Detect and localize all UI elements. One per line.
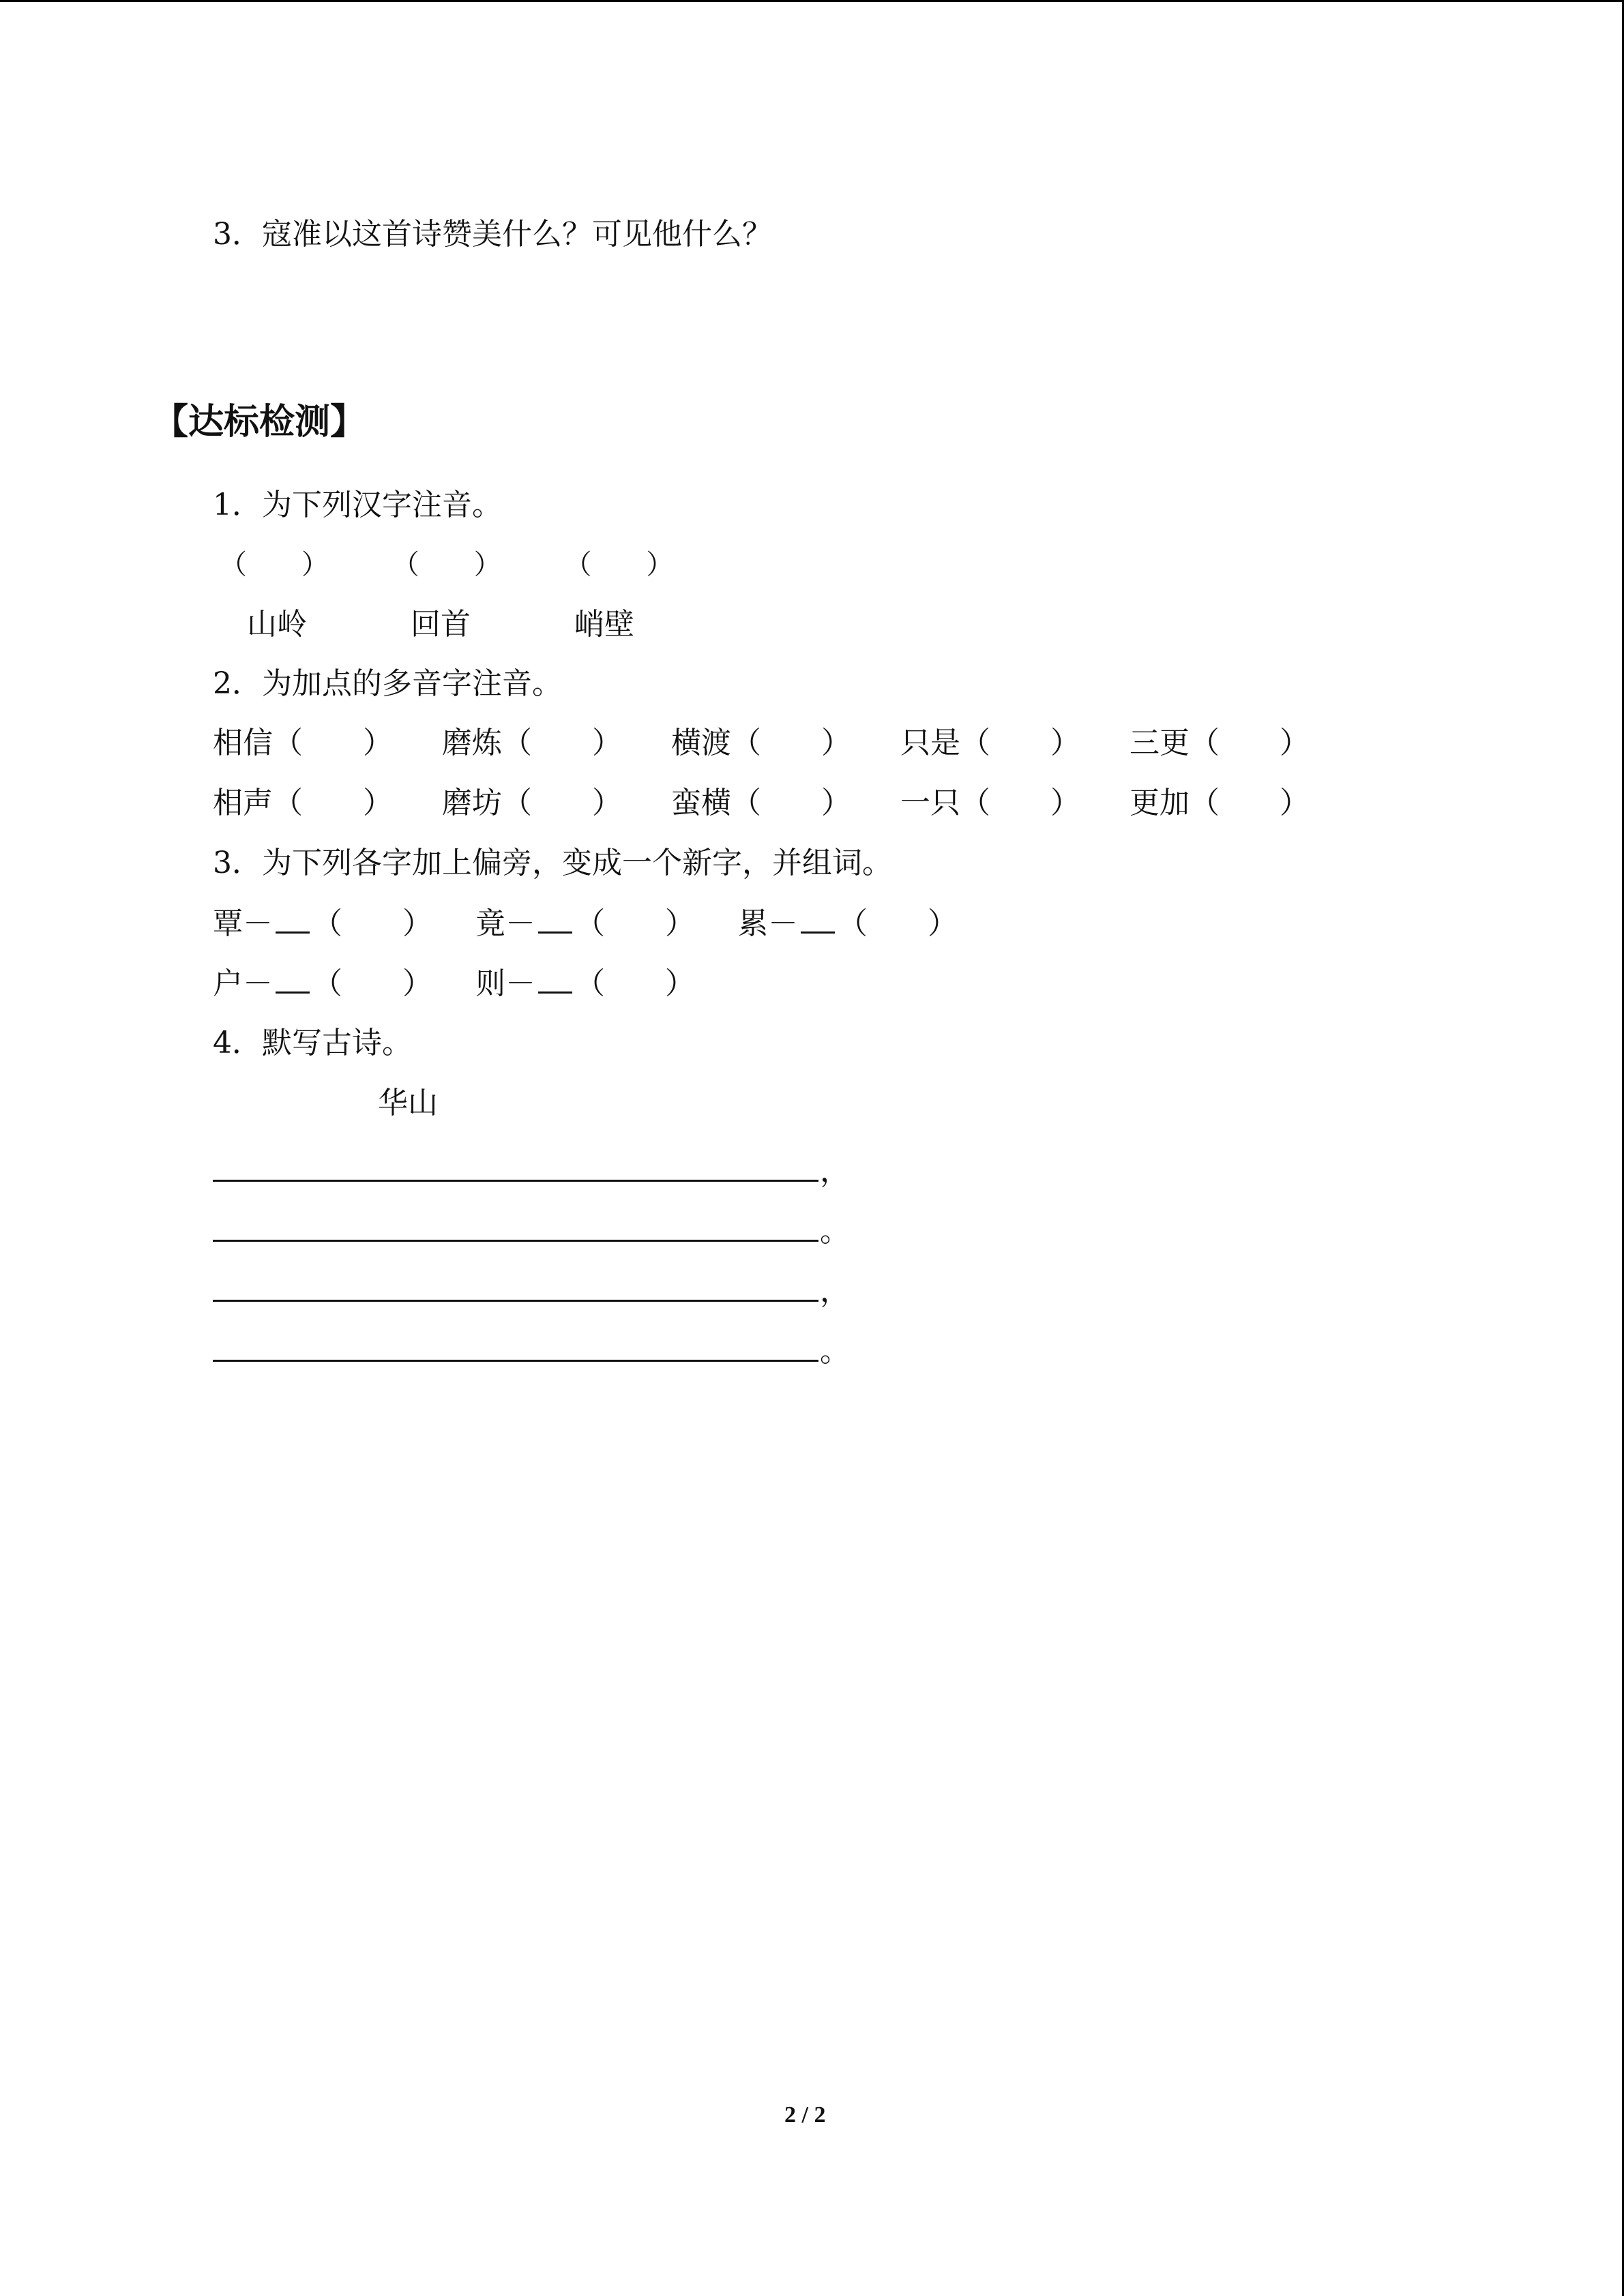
q1-word-1: 山岭 [247, 607, 307, 642]
poem-punct-3: ， [820, 1274, 850, 1309]
q2-item[interactable]: 更加（ ） [1130, 786, 1310, 820]
q2-item[interactable]: 横渡（ ） [671, 726, 851, 760]
q2-item[interactable]: 一只（ ） [900, 786, 1080, 820]
q2-item[interactable]: 磨炼（ ） [442, 726, 622, 760]
q2-row-1 [213, 724, 1359, 762]
poem-line-1[interactable] [213, 1180, 818, 1182]
prev-question-3: 3．寇准以这首诗赞美什么？可见他什么？ [213, 217, 772, 252]
q3-row-2 [213, 964, 738, 1003]
poem-line-2[interactable] [213, 1240, 818, 1242]
page-number: 2 / 2 [784, 2102, 826, 2128]
q3-title: 3．为下列各字加上偏旁，变成一个新字，并组词。 [213, 846, 892, 880]
q3-row-1 [213, 904, 1001, 943]
q2-item[interactable]: 只是（ ） [900, 726, 1080, 760]
poem-punct-2: 。 [820, 1214, 850, 1249]
poem-line-4[interactable] [213, 1360, 818, 1362]
q2-item[interactable]: 相声（ ） [213, 786, 393, 820]
q1-paren-3[interactable]: （ ） [564, 549, 674, 580]
q3-item[interactable]: 则－ （ ） [475, 964, 738, 1003]
q2-row-2 [213, 784, 1359, 822]
q3-item[interactable]: 户－ （ ） [213, 964, 475, 1003]
q2-title: 2．为加点的多音字注音。 [213, 666, 562, 701]
q4-title: 4．默写古诗。 [213, 1026, 412, 1060]
q2-item[interactable]: 蛮横（ ） [671, 786, 851, 820]
page-top-border [0, 0, 1624, 2]
q1-word-2: 回首 [411, 607, 471, 642]
q2-item[interactable]: 三更（ ） [1130, 726, 1310, 760]
poem-title: 华山 [378, 1086, 438, 1120]
poem-punct-1: ， [820, 1154, 850, 1189]
q1-word-3: 峭壁 [574, 607, 634, 642]
section-title: 【达标检测】 [153, 402, 366, 443]
q1-paren-2[interactable]: （ ） [392, 549, 501, 580]
q2-item[interactable]: 磨坊（ ） [442, 786, 622, 820]
q2-item[interactable]: 相信（ ） [213, 726, 393, 760]
q3-item[interactable]: 竟－ （ ） [475, 904, 738, 943]
poem-punct-4: 。 [820, 1334, 850, 1369]
q1-pinyin-row [220, 547, 728, 582]
q1-paren-1[interactable]: （ ） [220, 549, 329, 580]
q3-item[interactable]: 累－ （ ） [738, 904, 1001, 943]
q1-title: 1．为下列汉字注音。 [213, 488, 502, 522]
q3-item[interactable]: 覃－ （ ） [213, 904, 475, 943]
poem-line-3[interactable] [213, 1300, 818, 1302]
